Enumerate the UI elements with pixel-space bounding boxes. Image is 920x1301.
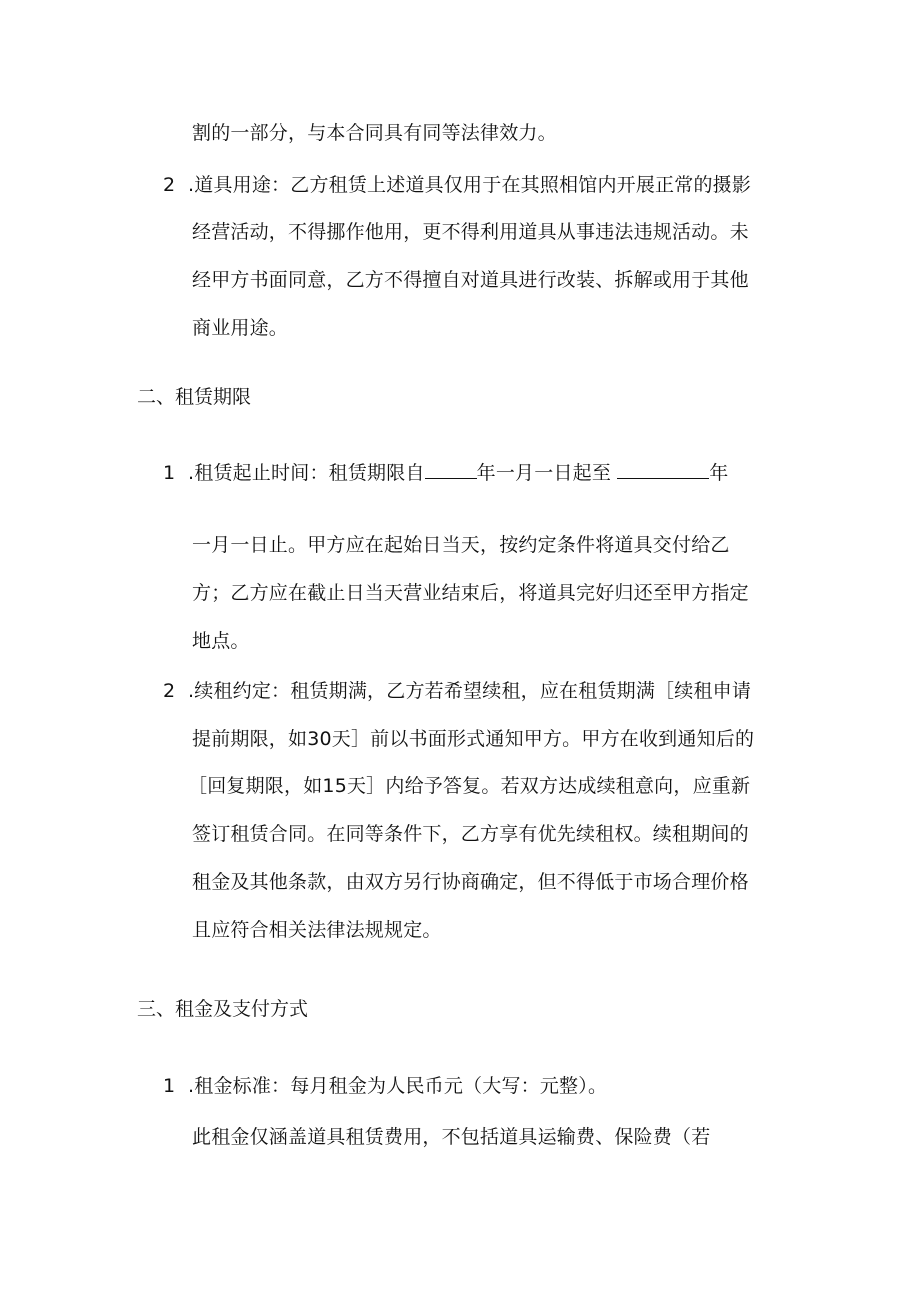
start-year-blank — [425, 460, 477, 479]
paragraph-line: ［回复期限，如15天］内给予答复。若双方达成续租意向，应重新 — [188, 775, 751, 797]
date-suffix: 年 — [709, 462, 729, 484]
date-prefix: .租赁起止时间：租赁期限自 — [188, 462, 425, 484]
carryover-line: 割的一部分，与本合同具有同等法律效力。 — [192, 122, 557, 144]
paragraph-line: .道具用途：乙方租赁上述道具仅用于在其照相馆内开展正常的摄影 — [188, 174, 752, 196]
paragraph-line: 提前期限，如30天］前以书面形式通知甲方。甲方在收到通知后的 — [192, 728, 755, 750]
section-heading: 三、租金及支付方式 — [137, 998, 309, 1020]
item-number: 1 — [163, 1075, 176, 1097]
paragraph-line: .租金标准：每月租金为人民币元（大写：元整）。 — [188, 1075, 608, 1097]
date-range-line — [188, 460, 729, 486]
paragraph-line: 租金及其他条款，由双方另行协商确定，但不得低于市场合理价格 — [192, 871, 749, 893]
section-heading: 二、租赁期限 — [137, 386, 252, 408]
item-number: 2 — [163, 680, 176, 702]
date-mid: 年一月一日起至 — [476, 462, 612, 484]
item-number: 1 — [163, 462, 176, 484]
paragraph-line: 此租金仅涵盖道具租赁费用，不包括道具运输费、保险费（若 — [192, 1126, 711, 1148]
paragraph-line: 经营活动，不得挪作他用，更不得利用道具从事违法违规活动。未 — [192, 221, 749, 243]
paragraph-line: 商业用途。 — [192, 317, 289, 339]
paragraph-line: 经甲方书面同意，乙方不得擅自对道具进行改装、拆解或用于其他 — [192, 269, 749, 291]
item-number: 2 — [163, 174, 176, 196]
paragraph-line: 一月一日止。甲方应在起始日当天，按约定条件将道具交付给乙 — [192, 534, 730, 556]
paragraph-line: 方；乙方应在截止日当天营业结束后，将道具完好归还至甲方指定 — [192, 582, 749, 604]
paragraph-line: 签订租赁合同。在同等条件下，乙方享有优先续租权。续租期间的 — [192, 823, 749, 845]
end-year-blank — [617, 460, 709, 479]
paragraph-line: 地点。 — [192, 630, 250, 652]
paragraph-line: 且应符合相关法律法规规定。 — [192, 919, 442, 941]
paragraph-line: .续租约定：租赁期满，乙方若希望续租，应在租赁期满［续租申请 — [188, 680, 752, 702]
